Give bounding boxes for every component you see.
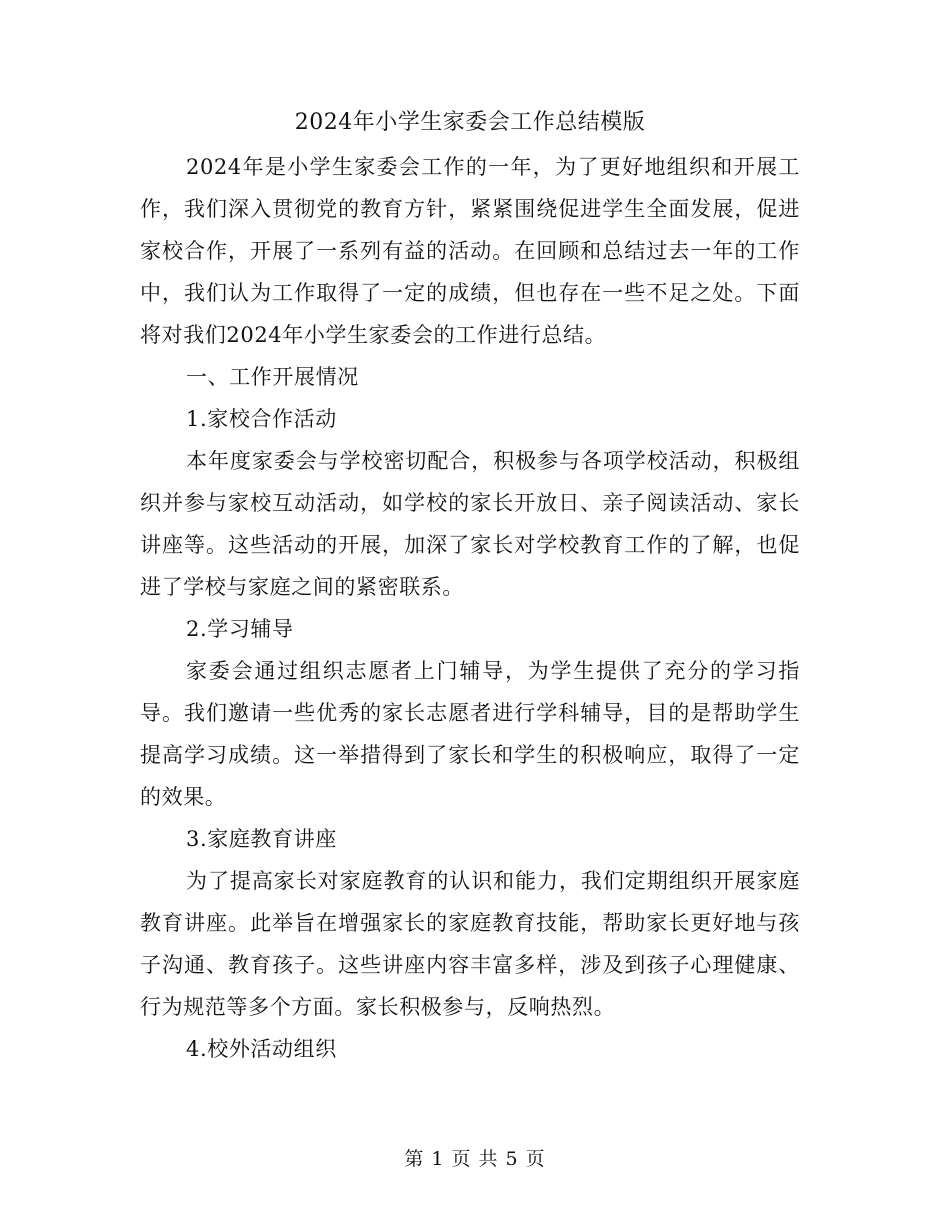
section-heading: 一、工作开展情况 <box>186 365 359 389</box>
page-footer: 第 1 页 共 5 页 <box>404 1148 546 1170</box>
document-body <box>140 103 800 1070</box>
item-heading-4: 4.校外活动组织 <box>186 1037 337 1061</box>
intro-paragraph: 2024年是小学生家委会工作的一年，为了更好地组织和开展工作，我们深入贯彻党的教育方针，紧紧围绕促进学生全面发展，促进家校合作，开展了一系列有益的活动。在回顾和总结过去一年的工作中，我们认为工作取得了一定的成绩，但也存在一些不足之处。下面将对我们2024年小学生家委会的工作进行总结。 <box>140 155 800 347</box>
item-heading-3: 3.家庭教育讲座 <box>186 827 337 851</box>
item-paragraph-2: 家委会通过组织志愿者上门辅导，为学生提供了充分的学习指导。我们邀请一些优秀的家长志愿者进行学科辅导，目的是帮助学生提高学习成绩。这一举措得到了家长和学生的积极响应，取得了一定的效果。 <box>140 659 800 809</box>
document-title: 2024年小学生家委会工作总结模版 <box>294 110 646 135</box>
item-paragraph-1: 本年度家委会与学校密切配合，积极参与各项学校活动，积极组织并参与家校互动活动，如学校的家长开放日、亲子阅读活动、家长讲座等。这些活动的开展，加深了家长对学校教育工作的了解，也促进了学校与家庭之间的紧密联系。 <box>140 449 800 599</box>
item-heading-1: 1.家校合作活动 <box>186 407 337 431</box>
item-paragraph-3: 为了提高家长对家庭教育的认识和能力，我们定期组织开展家庭教育讲座。此举旨在增强家长的家庭教育技能，帮助家长更好地与孩子沟通、教育孩子。这些讲座内容丰富多样，涉及到孩子心理健康、行为规范等多个方面。家长积极参与，反响热烈。 <box>140 869 800 1019</box>
item-heading-2: 2.学习辅导 <box>186 617 294 641</box>
